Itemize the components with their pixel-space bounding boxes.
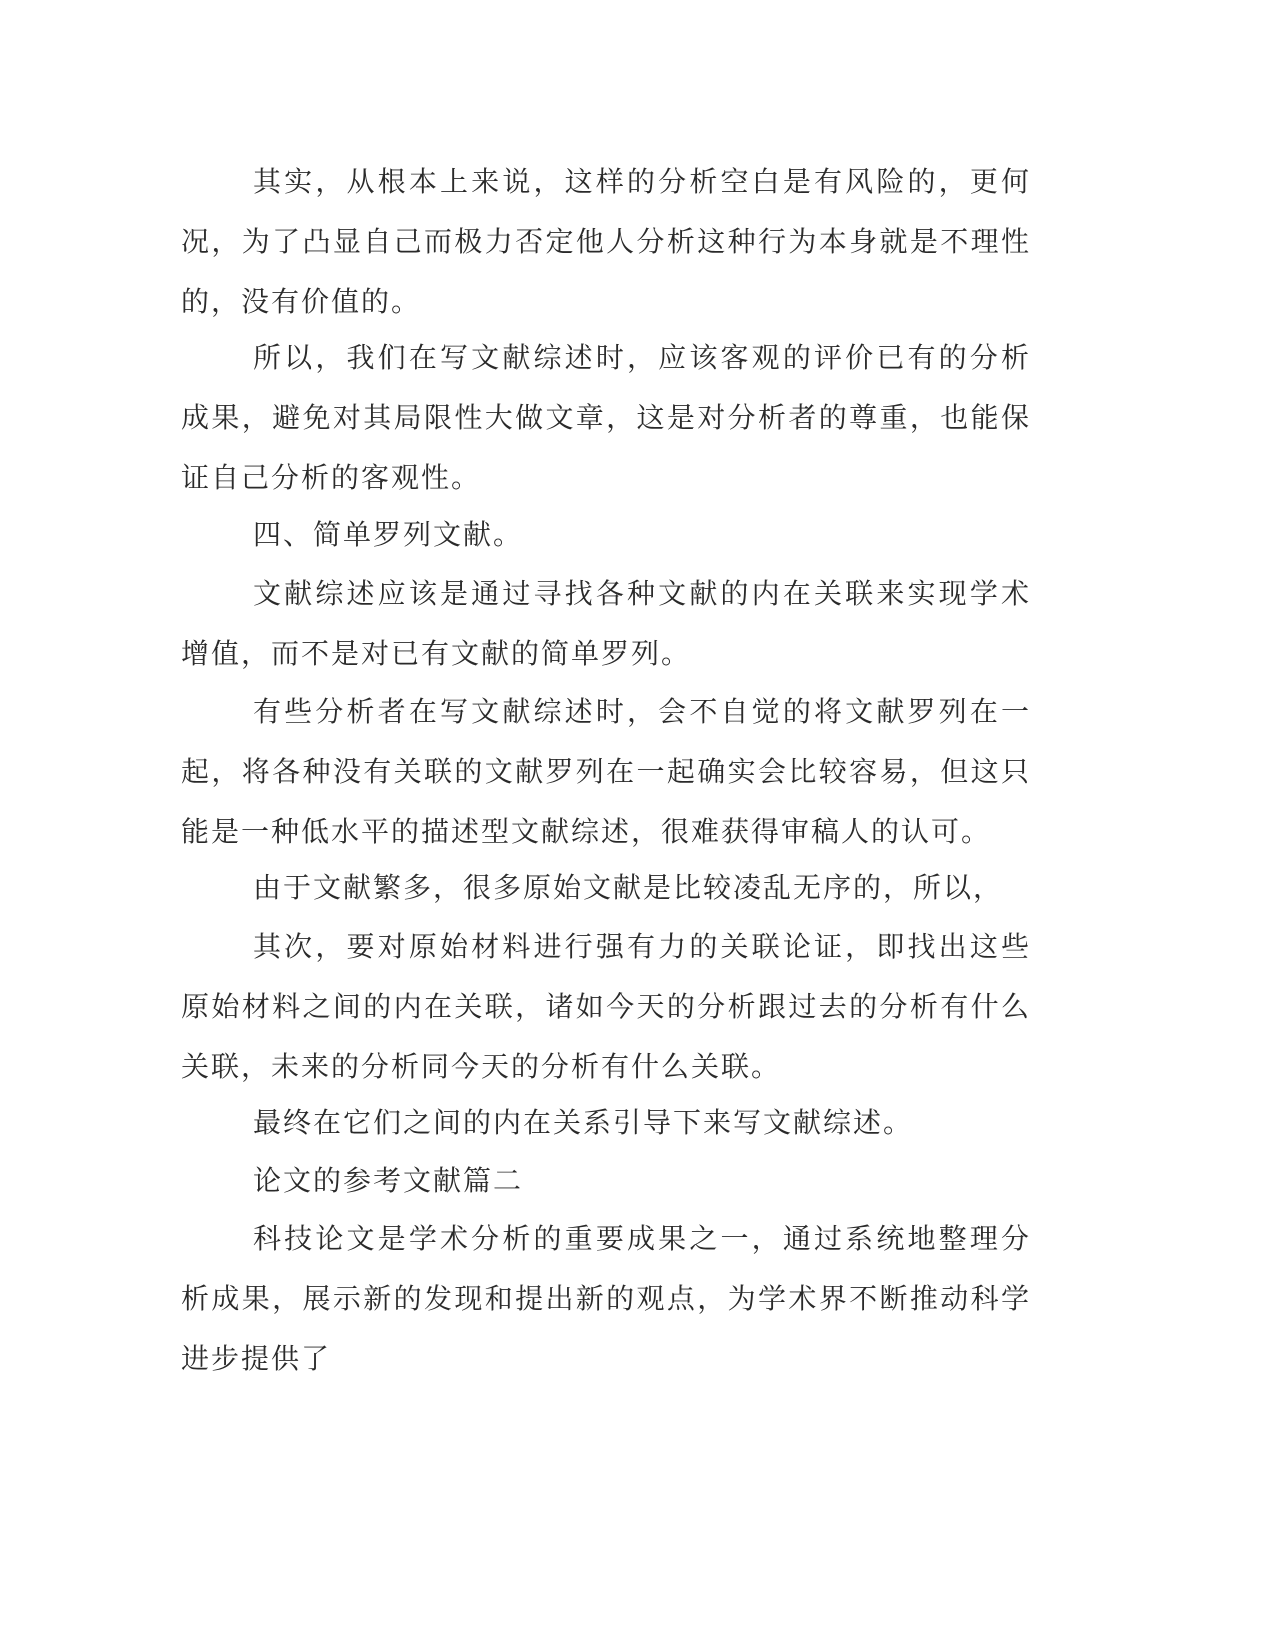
paragraph-disordered-literature: 由于文献繁多，很多原始文献是比较凌乱无序的，所以， [253, 871, 1004, 904]
paragraph-objective-evaluation: 所以，我们在写文献综述时，应该客观的评价已有的分析成果，避免对其局限性大做文章，这是对分析者的尊重，也能保证自己分析的客观性。 [181, 341, 1031, 494]
section-heading-simple-listing: 四、简单罗列文献。 [253, 518, 524, 551]
paragraph-relationship-analysis: 其次，要对原始材料进行强有力的关联论证，即找出这些原始材料之间的内在关联，诸如今天的分析跟过去的分析有什么关联，未来的分析同今天的分析有什么关联。 [181, 930, 1031, 1083]
paragraph-academic-value: 文献综述应该是通过寻找各种文献的内在关联来实现学术增值，而不是对已有文献的简单罗列。 [181, 577, 1031, 670]
paragraph-research-gap-risk: 其实，从根本上来说，这样的分析空白是有风险的，更何况，为了凸显自己而极力否定他人分析这种行为本身就是不理性的，没有价值的。 [181, 165, 1031, 318]
section-title-part-two: 论文的参考文献篇二 [253, 1164, 524, 1197]
paragraph-descriptive-review: 有些分析者在写文献综述时，会不自觉的将文献罗列在一起，将各种没有关联的文献罗列在一起确实会比较容易，但这只能是一种低水平的描述型文献综述，很难获得审稿人的认可。 [181, 695, 1031, 848]
paragraph-final-guidance: 最终在它们之间的内在关系引导下来写文献综述。 [253, 1106, 914, 1139]
paragraph-scientific-paper: 科技论文是学术分析的重要成果之一，通过系统地整理分析成果，展示新的发现和提出新的观点，为学术界不断推动科学进步提供了 [181, 1222, 1031, 1375]
